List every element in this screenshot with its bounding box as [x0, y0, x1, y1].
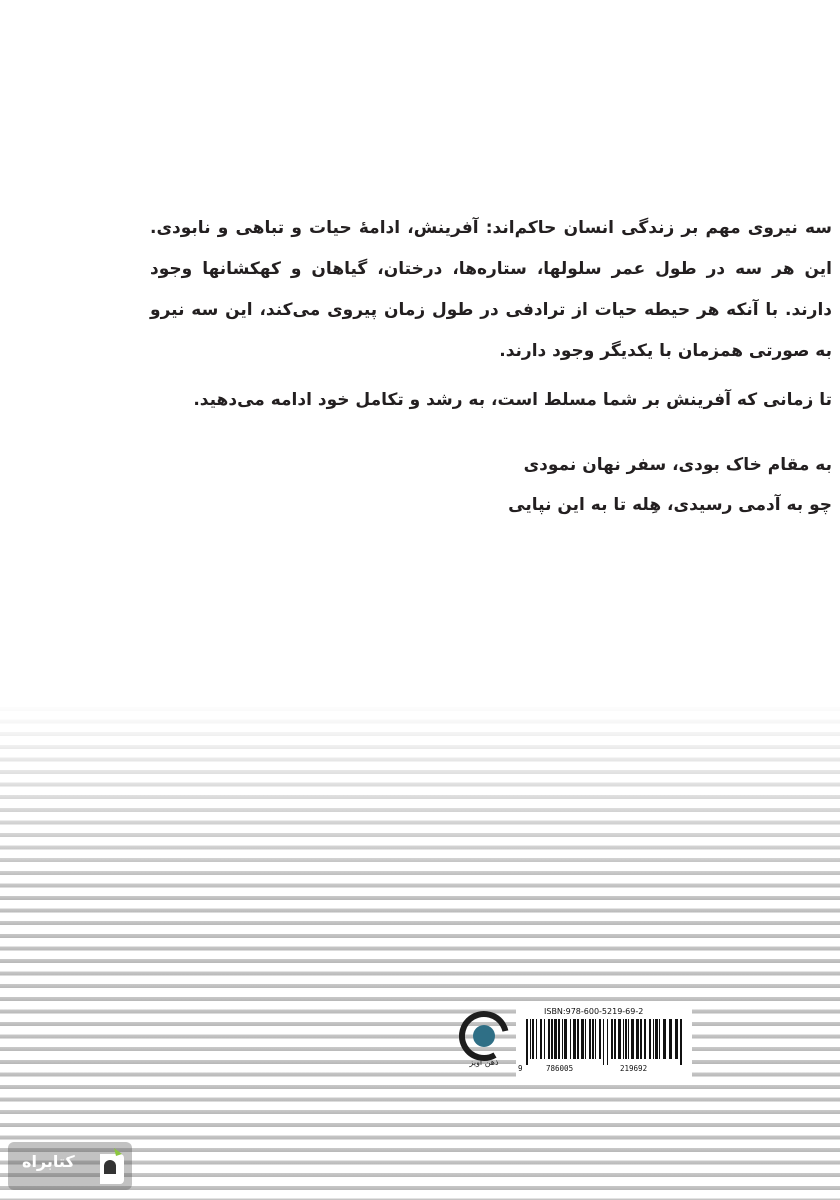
- barcode-bar: [618, 1019, 621, 1059]
- barcode-bar: [558, 1019, 560, 1059]
- barcode-bar: [655, 1019, 658, 1059]
- barcode-bar: [649, 1019, 651, 1059]
- barcode-bar: [603, 1019, 604, 1065]
- barcode-bar: [653, 1019, 654, 1059]
- barcode-bar: [548, 1019, 550, 1059]
- barcode-bar: [577, 1019, 579, 1059]
- barcode-bar: [614, 1019, 616, 1059]
- barcode-digits-left: 786005: [546, 1064, 574, 1073]
- barcode-bar: [551, 1019, 553, 1059]
- barcode-bar: [595, 1019, 596, 1059]
- isbn-number: ISBN:978-600-5219-69-2: [544, 1007, 644, 1016]
- poem-line-1: به مقام خاک بودی، سفر نهان نمودی: [523, 455, 832, 475]
- barcode-bar: [669, 1019, 672, 1059]
- barcode-bar: [526, 1019, 528, 1065]
- barcode-bar: [680, 1019, 682, 1065]
- barcode-bar: [564, 1019, 567, 1059]
- barcode-bar: [607, 1019, 608, 1065]
- barcode-bar: [581, 1019, 584, 1059]
- blurb-paragraph-2: تا زمانی که آفرینش بر شما مسلط است، به رشد و تکامل خود ادامه می‌دهید.: [193, 390, 832, 410]
- barcode-bar: [659, 1019, 660, 1059]
- barcode-bar: [628, 1019, 629, 1059]
- barcode-bar: [623, 1019, 624, 1059]
- barcode-bar: [675, 1019, 678, 1059]
- barcode-bar: [530, 1019, 531, 1059]
- barcode-bar: [644, 1019, 646, 1059]
- ketabrah-watermark: [8, 1142, 132, 1190]
- watermark-text: کتابراه: [22, 1152, 75, 1171]
- barcode-bar: [631, 1019, 634, 1059]
- back-cover-blurb: [150, 208, 832, 525]
- poem-line-2: چو به آدمی رسیدی، هِله تا به این نپایی: [508, 495, 832, 515]
- publisher-logo-icon: [448, 1006, 520, 1078]
- barcode-digits-right: 219692: [620, 1064, 648, 1073]
- isbn-barcode: [516, 1004, 692, 1078]
- poem-verse: [150, 445, 832, 525]
- barcode-bar: [599, 1019, 601, 1059]
- blurb-paragraph-1: سه نیروی مهم بر زندگی انسان حاکم‌اند: آفرینش، ادامهٔ حیات و تباهی و نابودی. این هر سه در طول عمر سلولها، ستاره‌ها، درختان، گیاهان و کهکشانها وجود دارند. با آنکه هر حیطه حیات از ترادفی در طول زمان پیروی می‌کند، این سه نیرو به صورتی همزمان با یکدیگر وجود دارند.: [150, 218, 832, 361]
- barcode-bar: [636, 1019, 639, 1059]
- barcode-bar: [554, 1019, 557, 1059]
- publisher-name: ذهن آویز: [469, 1058, 499, 1067]
- barcode-bar: [570, 1019, 571, 1059]
- striped-background: [0, 700, 840, 1200]
- barcode-bar: [532, 1019, 534, 1059]
- barcode-bar: [544, 1019, 545, 1059]
- barcode-bar: [589, 1019, 591, 1059]
- barcode-bar: [540, 1019, 542, 1059]
- ketabrah-logo-icon: [94, 1146, 128, 1186]
- barcode-bars: [524, 1019, 686, 1065]
- barcode-bar: [536, 1019, 537, 1059]
- barcode-bar: [625, 1019, 627, 1059]
- barcode-bar: [611, 1019, 613, 1059]
- barcode-bar: [585, 1019, 586, 1059]
- barcode-digit-lead: 9: [518, 1064, 523, 1073]
- barcode-bar: [640, 1019, 642, 1059]
- barcode-bar: [573, 1019, 576, 1059]
- barcode-bar: [562, 1019, 563, 1059]
- barcode-bar: [592, 1019, 594, 1059]
- barcode-bar: [663, 1019, 666, 1059]
